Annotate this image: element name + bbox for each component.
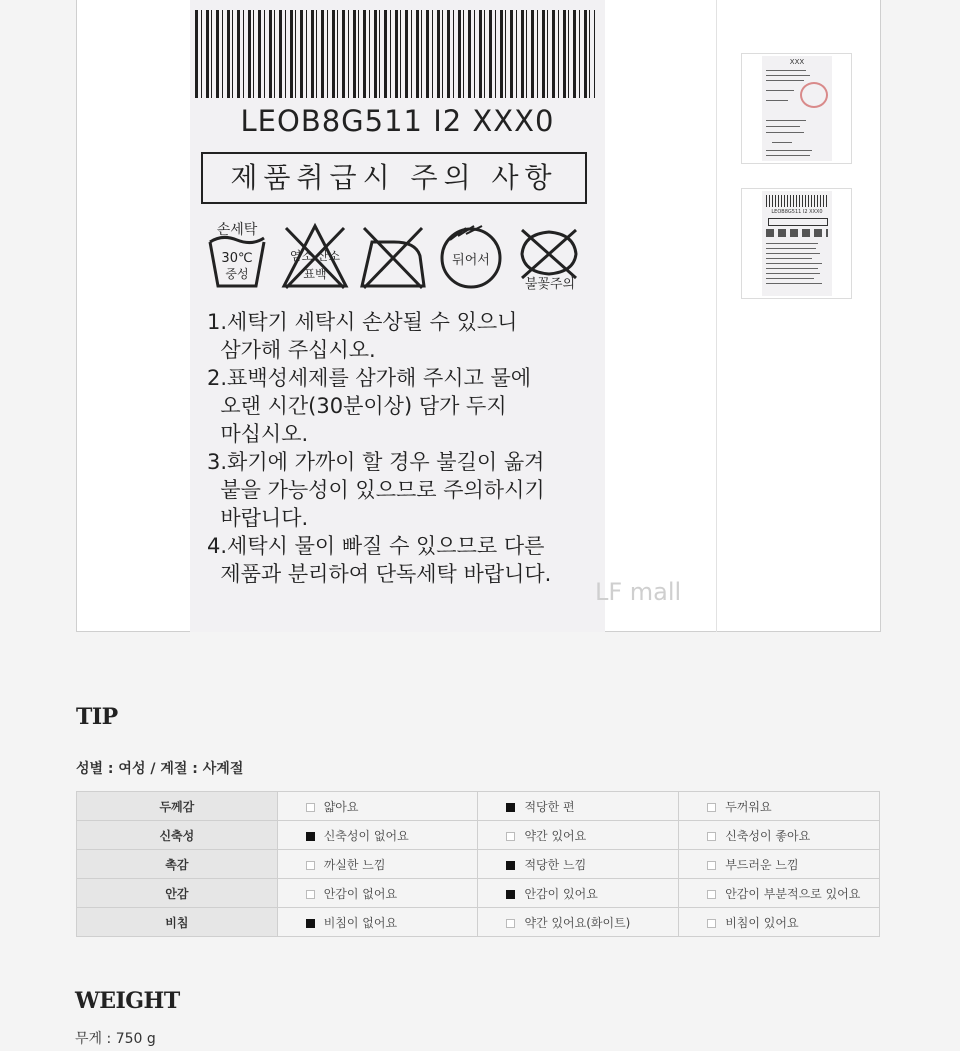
- thumbnail-label-text: XXX: [789, 58, 805, 66]
- tip-row: [77, 792, 880, 821]
- tip-option-label: 까실한 느낌: [323, 857, 386, 872]
- product-code-text: LEOB8G511 I2 XXX0: [240, 104, 555, 138]
- tip-option: [679, 850, 880, 879]
- tip-option-label: 안감이 있어요: [524, 886, 598, 901]
- care-line: 1.세탁기 세탁시 손상될 수 있으니: [207, 310, 518, 334]
- tip-option-label: 안감이 부분적으로 있어요: [725, 886, 861, 901]
- season-value: 사계절: [202, 761, 244, 777]
- tip-option: [478, 850, 679, 879]
- svg-text:표백: 표백: [303, 267, 327, 281]
- tip-row: [77, 821, 880, 850]
- tip-option-label: 약간 있어요(화이트): [524, 915, 631, 930]
- main-product-image: [190, 0, 605, 632]
- tip-option-label: 신축성이 좋아요: [725, 828, 811, 843]
- care-line: 오랜 시간(30분이상) 담가 두지: [207, 394, 507, 418]
- tip-option: [478, 908, 679, 937]
- tip-option: [277, 879, 478, 908]
- tip-option: [277, 821, 478, 850]
- tip-row: [77, 879, 880, 908]
- tip-option: [679, 908, 880, 937]
- hand-wash-icon: [202, 220, 272, 292]
- unchecked-box-icon: [306, 890, 315, 899]
- thumbnail-barcode: [766, 195, 828, 207]
- tip-option: [277, 850, 478, 879]
- tip-option: [478, 879, 679, 908]
- tip-option-label: 부드러운 느낌: [725, 857, 799, 872]
- care-instructions: [207, 308, 602, 588]
- thumbnail-label-front[interactable]: [741, 53, 852, 164]
- unchecked-box-icon: [707, 832, 716, 841]
- tip-row: [77, 908, 880, 937]
- no-bleach-icon: [280, 220, 350, 292]
- svg-text:불꽃주의: 불꽃주의: [524, 277, 576, 292]
- barcode-image: [195, 10, 595, 98]
- thumbnail-divider: [716, 0, 717, 632]
- checked-box-icon: [506, 890, 515, 899]
- gender-label: 성별: [76, 761, 104, 777]
- care-label-title: 제품취급시 주의 사항: [201, 152, 587, 204]
- unchecked-box-icon: [707, 919, 716, 928]
- tip-option-label: 두꺼워요: [725, 799, 772, 814]
- lfmall-watermark: LF mall: [595, 578, 682, 606]
- unchecked-box-icon: [506, 832, 515, 841]
- tip-option-label: 안감이 없어요: [323, 886, 398, 901]
- gender-value: 여성: [118, 761, 146, 777]
- tip-table: [76, 791, 880, 937]
- care-line: 4.세탁시 물이 빠질 수 있으므로 다른: [207, 534, 545, 558]
- tip-option: [277, 908, 478, 937]
- care-line: 제품과 분리하여 단독세탁 바랍니다.: [207, 562, 552, 586]
- tip-option: [679, 821, 880, 850]
- unchecked-box-icon: [707, 803, 716, 812]
- checked-box-icon: [306, 832, 315, 841]
- thumbnail-care-label[interactable]: [741, 188, 852, 299]
- svg-text:30℃: 30℃: [221, 251, 253, 266]
- care-line: 붙을 가능성이 있으므로 주의하시기: [207, 478, 545, 502]
- svg-text:중성: 중성: [225, 267, 249, 281]
- tip-row-label: 촉감: [77, 850, 278, 879]
- stamp-icon: [800, 82, 828, 108]
- unchecked-box-icon: [707, 861, 716, 870]
- no-iron-icon: [358, 220, 428, 292]
- care-line: 삼가해 주십시오.: [207, 338, 376, 362]
- unchecked-box-icon: [306, 861, 315, 870]
- weight-info: 무게 : 750 g: [75, 1031, 156, 1047]
- tip-option: [478, 821, 679, 850]
- checked-box-icon: [506, 861, 515, 870]
- thumbnail-image: [762, 56, 832, 161]
- tip-row-label: 비침: [77, 908, 278, 937]
- weight-label: 무게: [75, 1031, 103, 1047]
- tip-option-label: 약간 있어요: [524, 828, 587, 843]
- tip-option-label: 얇아요: [323, 799, 359, 814]
- tip-option-label: 비침이 있어요: [725, 915, 799, 930]
- unchecked-box-icon: [506, 919, 515, 928]
- tip-row-label: 두께감: [77, 792, 278, 821]
- tip-row: [77, 850, 880, 879]
- checked-box-icon: [506, 803, 515, 812]
- no-tumble-dry-icon: [514, 220, 584, 292]
- tip-option-label: 적당한 느낌: [524, 857, 587, 872]
- tip-row-label: 신축성: [77, 821, 278, 850]
- svg-text:뒤어서: 뒤어서: [452, 253, 490, 268]
- tip-meta: 성별 : 여성 / 계절 : 사계절: [76, 761, 244, 777]
- care-line: 마십시오.: [207, 422, 309, 446]
- care-line: 3.화기에 가까이 할 경우 불길이 옮겨: [207, 450, 545, 474]
- tip-option: [679, 879, 880, 908]
- care-line: 2.표백성세제를 삼가해 주시고 물에: [207, 366, 532, 390]
- tip-title: TIP: [76, 704, 118, 730]
- tip-option: [679, 792, 880, 821]
- tip-option-label: 신축성이 없어요: [323, 828, 409, 843]
- tip-option: [478, 792, 679, 821]
- tip-row-label: 안감: [77, 879, 278, 908]
- wring-icon: [436, 220, 506, 292]
- thumbnail-code-text: LEOB8G511 I2 XXX0: [771, 209, 823, 215]
- svg-text:손세탁: 손세탁: [216, 222, 258, 238]
- svg-text:염소 산소: 염소 산소: [289, 249, 341, 263]
- unchecked-box-icon: [707, 890, 716, 899]
- tip-option: [277, 792, 478, 821]
- tip-option-label: 적당한 편: [524, 799, 575, 814]
- checked-box-icon: [306, 919, 315, 928]
- season-label: 계절: [160, 761, 188, 777]
- thumbnail-image: [762, 191, 832, 296]
- weight-value: 750 g: [115, 1031, 156, 1047]
- care-symbols: [202, 220, 592, 296]
- weight-title: WEIGHT: [75, 988, 180, 1014]
- tip-option-label: 비침이 없어요: [323, 915, 398, 930]
- care-line: 바랍니다.: [207, 506, 309, 530]
- unchecked-box-icon: [306, 803, 315, 812]
